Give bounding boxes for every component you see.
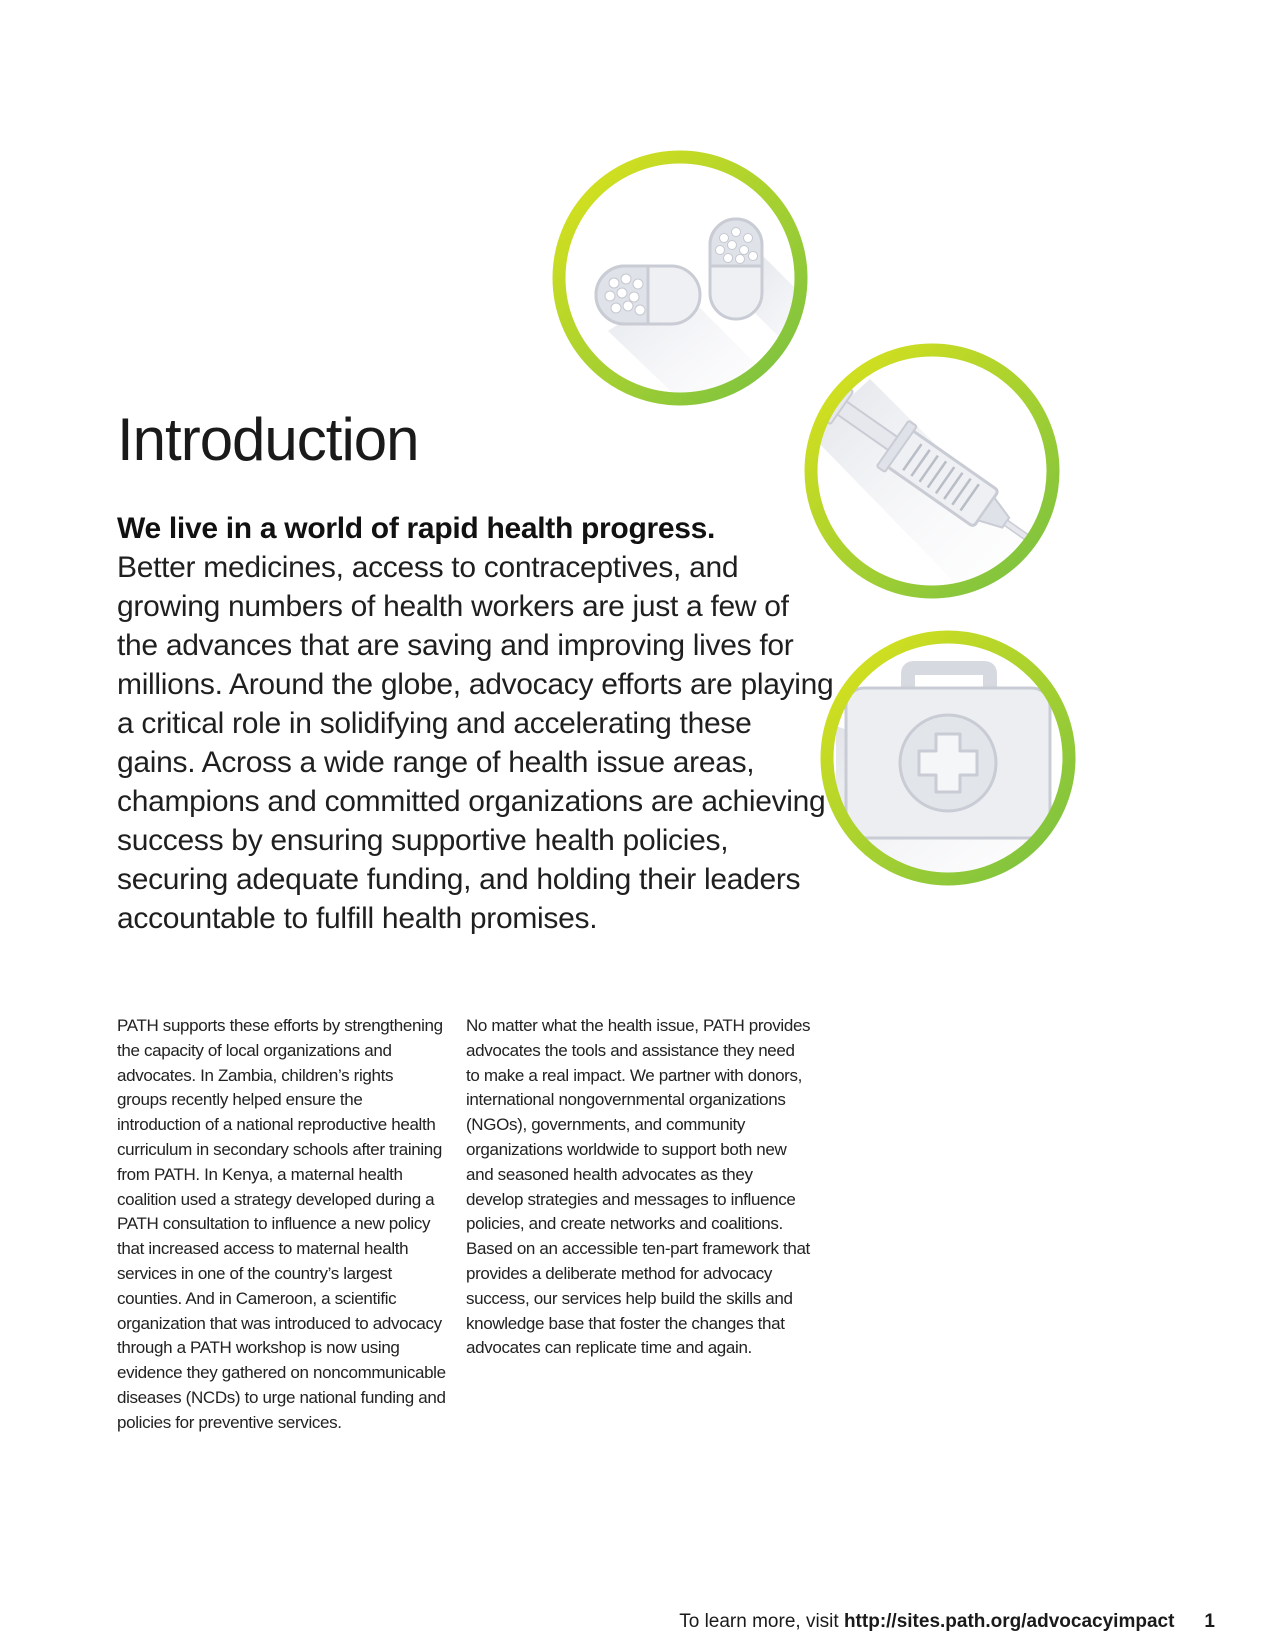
pills-circle [548,146,813,411]
body-column-right: No matter what the health issue, PATH provides advocates the tools and assistance they need to make a real impact. We partner with donors, international nongovernmental organizations (NGOs), governments, and community organizations worldwide to support both new and seasoned health advocates as they develop strategies and messages to influence policies, and create networks and coalitions. Based on an accessible ten-part framework that provides a deliberate method for advocacy success, our services help build the skills and knowledge base that foster the changes that advocates can replicate time and again. [466,1016,811,1358]
syringe-icon [800,339,1065,604]
body-column-left: PATH supports these efforts by strengthening the capacity of local organizations and advocates. In Zambia, children’s rights groups recently helped ensure the introduction of a national reproductive health curriculum in secondary schools after training from PATH. In Kenya, a maternal health coalition used a strategy developed during a PATH consultation to influence a new policy that increased access to maternal health services in one of the country’s largest counties. And in Cameroon, a scientific organization that was introduced to advocacy through a PATH workshop is now using evidence they gathered on noncommunicable diseases (NCDs) to urge national funding and policies for preventive services. [117,1016,446,1432]
pills-icon [548,146,813,411]
lead-paragraph [117,509,837,938]
lead-heading: We live in a world of rapid health progress. [117,512,716,545]
footer-link[interactable]: http://sites.path.org/advocacyimpact [843,1611,1175,1632]
syringe-circle [800,339,1065,604]
first-aid-kit-icon [816,626,1081,891]
page-title: Introduction [117,406,419,473]
page-number: 1 [1204,1611,1215,1632]
lead-text: Better medicines, access to contraceptives, and growing numbers of health workers are just a few of the advances that are saving and improving lives for millions. Around the globe, advocacy efforts are playing a critical role in solidifying and accelerating these gains. Across a wide range of health issue areas, champions and committed organizations are achieving success by ensuring supportive health policies, securing adequate funding, and holding their leaders accountable to fulfill health promises. [117,551,834,935]
footer [679,1611,1215,1633]
footer-prefix: To learn more, visit [679,1611,844,1632]
first-aid-kit-circle [816,626,1081,891]
